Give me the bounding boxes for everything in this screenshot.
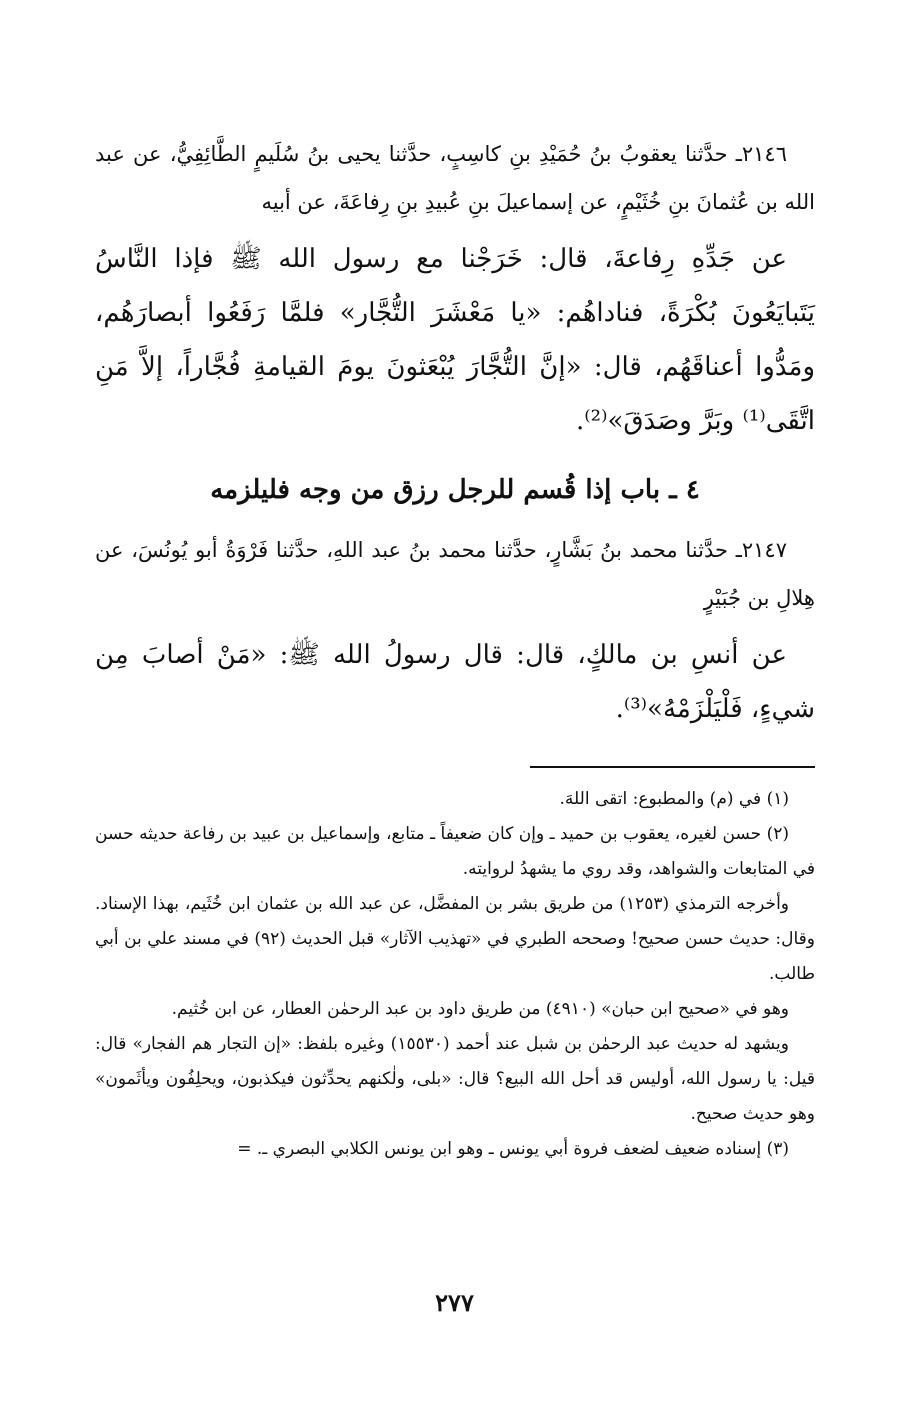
page-body (95, 130, 815, 1167)
chapter-heading: ٤ ـ باب إذا قُسم للرجل رزق من وجه فليلزمه (210, 475, 700, 505)
footnote-2-continuation: وأخرجه الترمذي (١٢٥٣) من طريق بشر بن المفضَّل، عن عبد الله بن عثمان ابن خُثَيم، بهذا الإسناد. وقال: حديث حسن صحيح! وصححه الطبري في «تهذيب الآثار» قبل الحديث (٩٢) في مسند علي بن أبي طالب. (95, 894, 815, 984)
footnote-3: (٣) إسناده ضعيف لضعف فروة أبي يونس ـ وهو ابن يونس الكلابي البصري ـ. = (237, 1139, 789, 1159)
hadith-2146-matn: عن جَدِّهِ رِفاعةَ، قال: خَرَجْنا مع رسول الله ﷺ فإذا النَّاسُ يَتَبايَعُونَ بُكْرَةً، فناداهُم: «يا مَعْشَرَ التُّجَّار» فلمَّا رَفَعُوا أبصارَهُم، ومَدُّوا أعناقَهُم، قال: «إنَّ التُّجَّارَ يُبْعَثونَ يومَ القيامةِ فُجَّاراً، إلاَّ مَنِ اتَّقَى⁽¹⁾ وبَرَّ وصَدَقَ»⁽²⁾. (95, 244, 815, 436)
footnote-2-ibn-hibban: وهو في «صحيح ابن حبان» (٤٩١٠) من طريق داود بن عبد الرحمٰن العطار، عن ابن خُثيم. (171, 999, 789, 1019)
footnote-1: (١) في (م) والمطبوع: اتقى اللهَ. (559, 789, 789, 809)
page-number: ٢٧٧ (435, 1288, 474, 1317)
hadith-2147-isnad: ٢١٤٧ـ حدَّثنا محمد بنُ بَشَّارٍ، حدَّثنا محمد بنُ عبد اللهِ، حدَّثنا فَرْوَةُ أبو يُونُسَ، عن هِلالِ بن جُبَيْرٍ (95, 538, 815, 610)
footnote-2: (٢) حسن لغيره، يعقوب بن حميد ـ وإن كان ضعيفاً ـ متابع، وإسماعيل بن عبيد بن رفاعة حديثه حسن في المتابعات والشواهد، وقد روي ما يشهدُ لروايته. (95, 824, 815, 879)
hadith-2146-isnad: ٢١٤٦ـ حدَّثنا يعقوبُ بنُ حُمَيْدِ بنِ كاسِبٍ، حدَّثنا يحيى بنُ سُلَيمٍ الطَّائِفِيُّ، عن عبد الله بن عُثمانَ بنِ خُثَيْمٍ، عن إسماعيلَ بنِ عُبيدِ بنِ رِفاعَةَ، عن أبيه (95, 142, 815, 214)
footnotes (95, 782, 815, 1167)
footnote-divider (530, 766, 815, 768)
footnote-2-witness: ويشهد له حديث عبد الرحمٰن بن شبل عند أحمد (١٥٥٣٠) وغيره بلفظ: «إن التجار هم الفجار» قال: قيل: يا رسول الله، أوليس قد أحل الله البيع؟ قال: «بلى، ولٰكنهم يحدِّثون فيكذبون، ويحلِفُون ويأثَمون» وهو حديث صحيح. (95, 1034, 815, 1124)
hadith-2147-matn: عن أنسِ بن مالكٍ، قال: قال رسولُ الله ﷺ: «مَنْ أصابَ مِن شيءٍ، فَلْيَلْزَمْهُ»⁽³⁾. (95, 640, 815, 724)
